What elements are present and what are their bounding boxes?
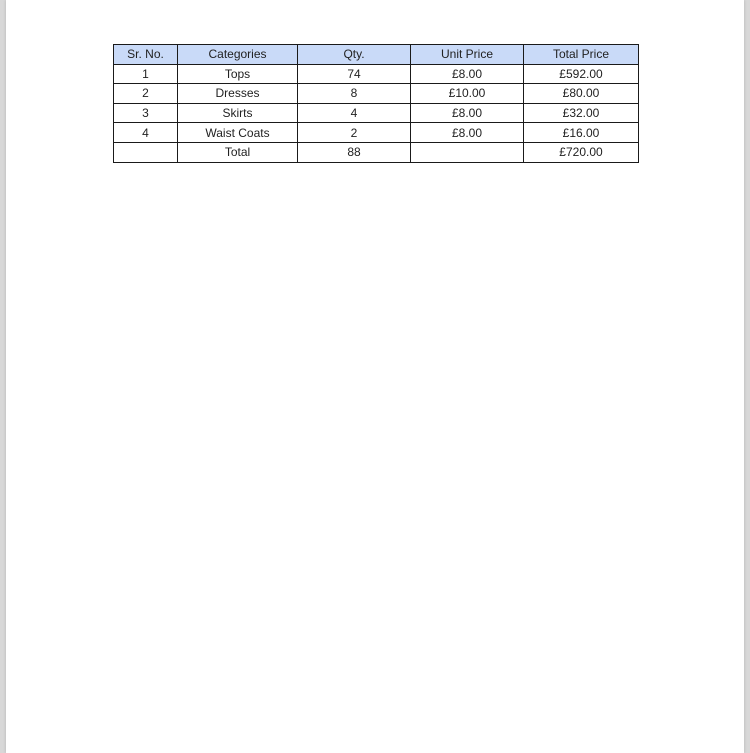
cell-category: Waist Coats (178, 123, 298, 143)
cell-unit-price: £10.00 (411, 84, 524, 104)
cell-sr-no: 4 (114, 123, 178, 143)
table-row (114, 103, 639, 123)
cell-category: Skirts (178, 103, 298, 123)
cell-qty: 2 (298, 123, 411, 143)
total-price: £720.00 (524, 142, 639, 162)
cell-qty: 74 (298, 64, 411, 84)
table-total-row (114, 142, 639, 162)
price-table (113, 44, 639, 163)
table-row (114, 84, 639, 104)
cell-category: Dresses (178, 84, 298, 104)
total-qty: 88 (298, 142, 411, 162)
cell-unit-price: £8.00 (411, 123, 524, 143)
cell-sr-no: 1 (114, 64, 178, 84)
cell-unit-price: £8.00 (411, 64, 524, 84)
header-unit-price: Unit Price (411, 45, 524, 65)
total-label: Total (178, 142, 298, 162)
document-page (6, 0, 744, 753)
total-cell-sr-no (114, 142, 178, 162)
header-qty: Qty. (298, 45, 411, 65)
cell-qty: 8 (298, 84, 411, 104)
table-row (114, 64, 639, 84)
cell-total-price: £592.00 (524, 64, 639, 84)
cell-category: Tops (178, 64, 298, 84)
cell-qty: 4 (298, 103, 411, 123)
table-header-row (114, 45, 639, 65)
cell-total-price: £80.00 (524, 84, 639, 104)
cell-sr-no: 3 (114, 103, 178, 123)
total-cell-unit-price (411, 142, 524, 162)
header-sr-no: Sr. No. (114, 45, 178, 65)
cell-sr-no: 2 (114, 84, 178, 104)
table-row (114, 123, 639, 143)
cell-total-price: £16.00 (524, 123, 639, 143)
cell-total-price: £32.00 (524, 103, 639, 123)
header-categories: Categories (178, 45, 298, 65)
header-total-price: Total Price (524, 45, 639, 65)
cell-unit-price: £8.00 (411, 103, 524, 123)
